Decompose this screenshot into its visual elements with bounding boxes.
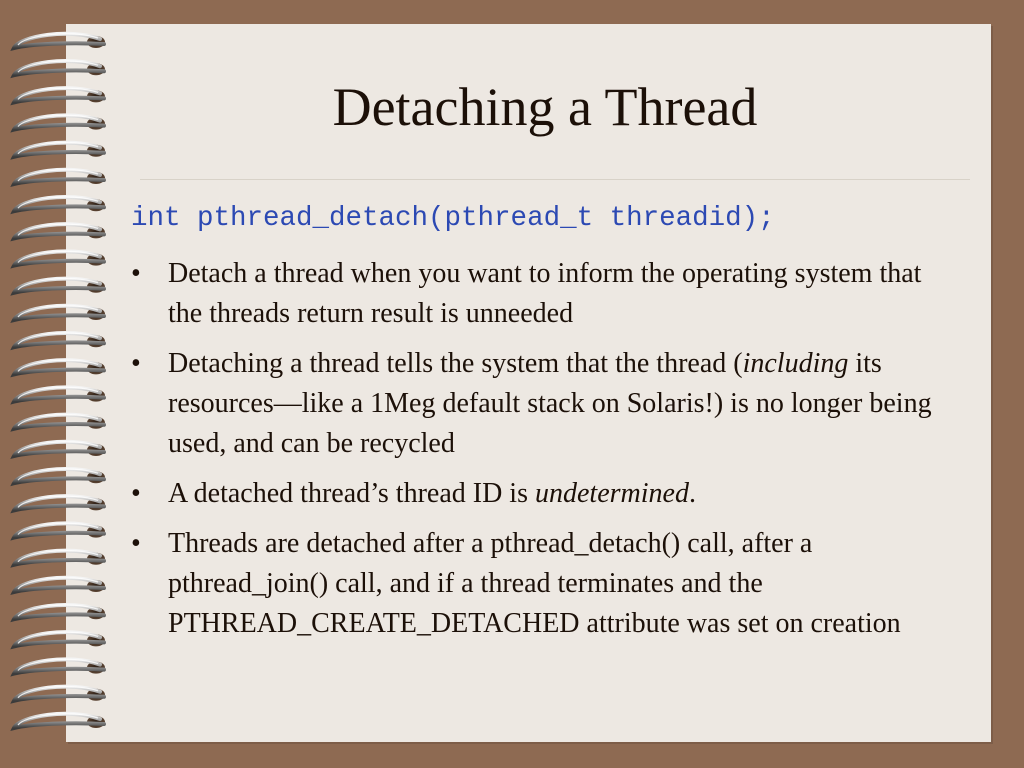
- bullet-text-tail: .: [688, 478, 696, 509]
- bullet-marker: •: [131, 528, 141, 559]
- bullet-text: Detaching a thread tells the system that the thread (: [168, 348, 743, 379]
- bullet-emphasis: including: [742, 348, 849, 379]
- title-divider: [140, 179, 970, 180]
- bullet-item: [131, 344, 961, 464]
- function-signature: int pthread_detach(pthread_t threadid);: [131, 203, 775, 234]
- bullet-item: [131, 474, 961, 514]
- bullet-marker: •: [131, 348, 141, 379]
- bullet-marker: •: [131, 478, 141, 509]
- bullet-item: [131, 254, 961, 334]
- bullet-marker: •: [131, 258, 141, 289]
- bullet-list: [131, 254, 961, 654]
- bullet-text-tail: its resources—like a 1Meg default stack on Solaris!) is no longer being used, and can be recycled: [168, 348, 932, 459]
- bullet-item: [131, 524, 961, 644]
- bullet-text: A detached thread’s thread ID is: [168, 478, 535, 509]
- slide-title: Detaching a Thread: [332, 77, 758, 137]
- bullet-text: Threads are detached after a pthread_detach() call, after a pthread_join() call, and if a thread terminates and the PTHREAD_CREATE_DETACHED attribute was set on creation: [168, 528, 901, 639]
- bullet-emphasis: undetermined: [534, 478, 689, 509]
- bullet-text: Detach a thread when you want to inform the operating system that the threads return result is unneeded: [168, 258, 922, 329]
